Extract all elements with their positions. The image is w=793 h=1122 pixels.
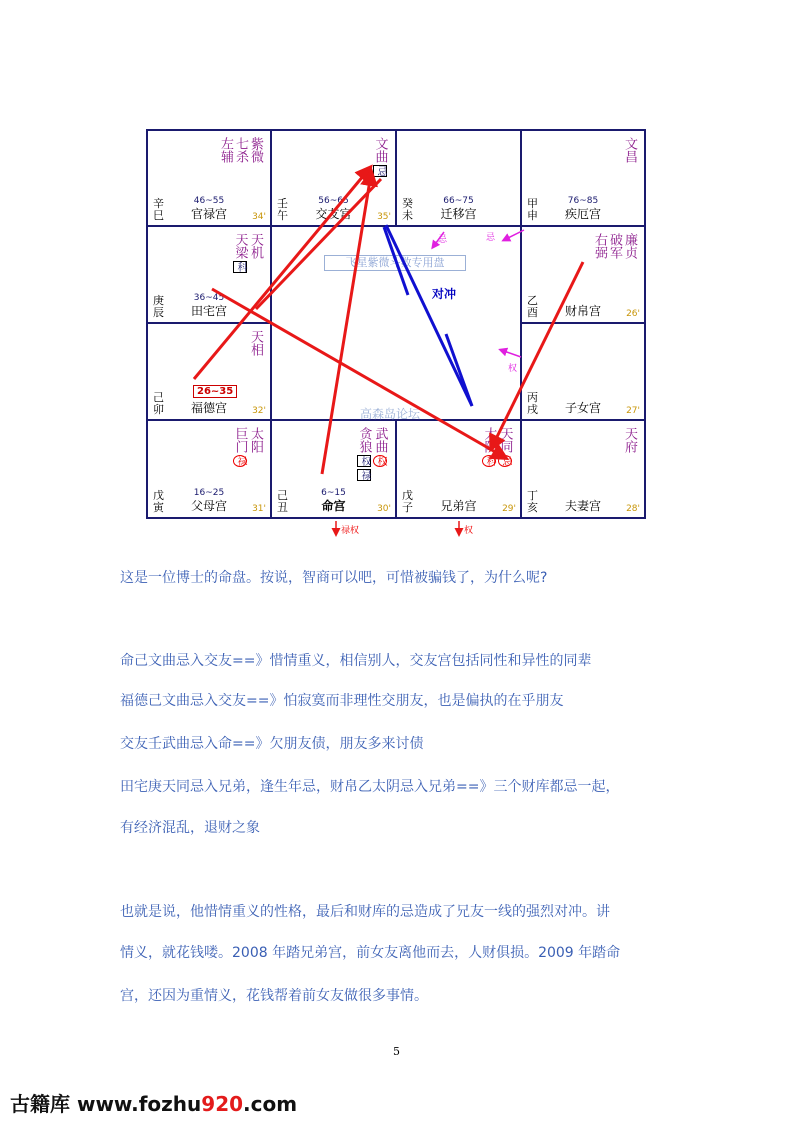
star: 天同 xyxy=(497,427,513,453)
paragraph: 有经济混乱，退财之象 xyxy=(120,820,260,836)
palace-number: 35' xyxy=(377,212,391,222)
page-number: 5 xyxy=(393,1045,400,1058)
age-range: 76~85 xyxy=(567,196,599,206)
palace-number: 34' xyxy=(252,212,266,222)
age-range: 6~15 xyxy=(321,488,346,498)
magenta-arrow-ji-2 xyxy=(504,230,524,240)
palace-name: 迁移宫 xyxy=(440,207,477,221)
palace-number: 28' xyxy=(626,504,640,514)
palace-name: 财帛宫 xyxy=(564,304,601,318)
palace-name: 交友宫 xyxy=(315,207,352,221)
hua-lu-badge: 禄 xyxy=(235,456,246,466)
age-range: 36~45 xyxy=(193,293,225,303)
star: 七杀 xyxy=(233,137,248,163)
hua-ke-badge: 科 xyxy=(235,262,246,272)
footer-watermark xyxy=(10,1088,297,1117)
star: 廉贞 xyxy=(622,233,637,259)
age-range: 56~65 xyxy=(318,196,349,206)
palace-name: 兄弟宫 xyxy=(440,499,477,513)
center-label: 对冲 xyxy=(432,287,457,301)
hua-lu-badge: 禄 xyxy=(359,470,370,480)
stem-branch: 戊寅 xyxy=(153,489,164,514)
blue-lines xyxy=(384,225,472,406)
star: 右弼 xyxy=(592,233,607,259)
stem-branch: 甲申 xyxy=(527,197,538,222)
star: 天相 xyxy=(248,330,263,356)
age-range: 46~55 xyxy=(193,196,225,206)
hua-quan-badge: 权 xyxy=(359,456,370,466)
stem-branch: 己卯 xyxy=(153,391,164,416)
star: 天机 xyxy=(248,233,263,259)
footer-suffix: .com xyxy=(243,1092,298,1116)
chart-banner: 飞星紫微斗数专用盘 xyxy=(324,255,466,271)
palace-number: 26' xyxy=(626,309,640,319)
paragraph: 情义，就花钱喽。2008 年踏兄弟宫，前女友离他而去，人财俱损。2009 年踏命 xyxy=(120,945,621,961)
ji-label-1: 忌 xyxy=(438,235,448,245)
paragraph: 田宅庚天同忌入兄弟，逢生年忌，财帛乙太阴忌入兄弟==》三个财库都忌一起， xyxy=(120,779,620,795)
paragraph: 宫，还因为重情义，花钱帮着前女友做很多事情。 xyxy=(120,988,428,1004)
palace-number: 29' xyxy=(502,504,516,514)
paragraph: 福德己文曲忌入交友==》怕寂寞而非理性交朋友，也是偏执的在乎朋友 xyxy=(120,693,564,709)
arrow-overlay xyxy=(146,129,646,539)
star: 紫微 xyxy=(248,137,263,163)
current-age-range: 26~35 xyxy=(193,385,237,398)
stem-branch: 壬午 xyxy=(277,197,288,222)
arrow-jiaoyou-to-ming-left xyxy=(256,179,381,309)
age-range: 66~75 xyxy=(443,196,474,206)
palace-name: 父母宫 xyxy=(190,499,227,513)
paragraph: 命己文曲忌入交友==》惜情重义，相信别人，交友宫包括同性和异性的同辈 xyxy=(120,653,592,669)
arrow-ming-to-jiaoyou xyxy=(322,174,371,474)
star: 破军 xyxy=(607,233,622,259)
stem-branch: 庚辰 xyxy=(153,294,164,319)
palace-name: 命宫 xyxy=(321,499,346,513)
footer-num: 920 xyxy=(201,1092,244,1116)
palace-number: 31' xyxy=(252,504,266,514)
star: 太阳 xyxy=(248,427,263,453)
forum-watermark: 高森岛论坛 xyxy=(360,407,421,421)
star: 太阴 xyxy=(481,427,497,453)
lu-quan-label: 禄权 xyxy=(341,526,360,536)
palace-name: 子女宫 xyxy=(564,401,601,415)
stem-branch: 丁亥 xyxy=(527,489,538,514)
magenta-arrow-quan xyxy=(501,350,521,357)
arrow-caibo-to-xiongdi xyxy=(492,262,583,447)
palace-number: 32' xyxy=(252,406,266,416)
star: 贪狼 xyxy=(356,427,372,453)
paragraph: 这是一位博士的命盘。按说，智商可以吧，可惜被骗钱了，为什么呢? xyxy=(120,570,548,586)
star: 左辅 xyxy=(218,137,233,163)
palace-number: 27' xyxy=(626,406,640,416)
stem-branch: 乙酉 xyxy=(527,294,538,319)
footer-prefix: 古籍库 www.fozhu xyxy=(10,1092,202,1116)
ji-label-2: 忌 xyxy=(486,233,496,243)
star: 武曲 xyxy=(372,427,388,453)
stem-branch: 戊子 xyxy=(402,489,413,514)
hua-ke-badge: 科 xyxy=(484,456,495,466)
palace-number: 30' xyxy=(377,504,391,514)
palace-name: 田宅宫 xyxy=(190,304,227,318)
stem-branch: 己丑 xyxy=(277,489,288,514)
paragraph: 也就是说，他惜情重义的性格，最后和财库的忌造成了兄友一线的强烈对冲。讲 xyxy=(120,904,610,920)
star: 文昌 xyxy=(622,137,637,163)
stem-branch: 癸未 xyxy=(402,197,413,222)
quan-label: 权 xyxy=(508,364,518,374)
palace-name: 官禄宫 xyxy=(190,207,227,221)
stem-branch: 丙戌 xyxy=(527,391,538,416)
blue-line-2 xyxy=(386,225,472,406)
palace-name: 疾厄宫 xyxy=(564,207,601,221)
paragraph: 交友壬武曲忌入命==》欠朋友债，朋友多来讨债 xyxy=(120,736,424,752)
hua-ji-badge: 忌 xyxy=(375,166,386,176)
star: 天梁 xyxy=(232,233,248,259)
star: 天府 xyxy=(622,427,637,453)
hua-quan-badge: 权 xyxy=(375,456,386,466)
quan-below-label: 权 xyxy=(464,526,474,536)
age-range: 16~25 xyxy=(193,488,225,498)
blue-line-3 xyxy=(446,334,472,406)
palace-name: 福德宫 xyxy=(190,401,227,415)
star: 文曲 xyxy=(372,137,388,163)
palace-name: 夫妻宫 xyxy=(564,499,601,513)
ziwei-chart xyxy=(146,129,646,536)
red-arrows xyxy=(194,169,583,534)
hua-ji-badge: 忌 xyxy=(500,456,511,466)
stem-branch: 辛巳 xyxy=(153,197,164,222)
star: 巨门 xyxy=(232,427,248,453)
